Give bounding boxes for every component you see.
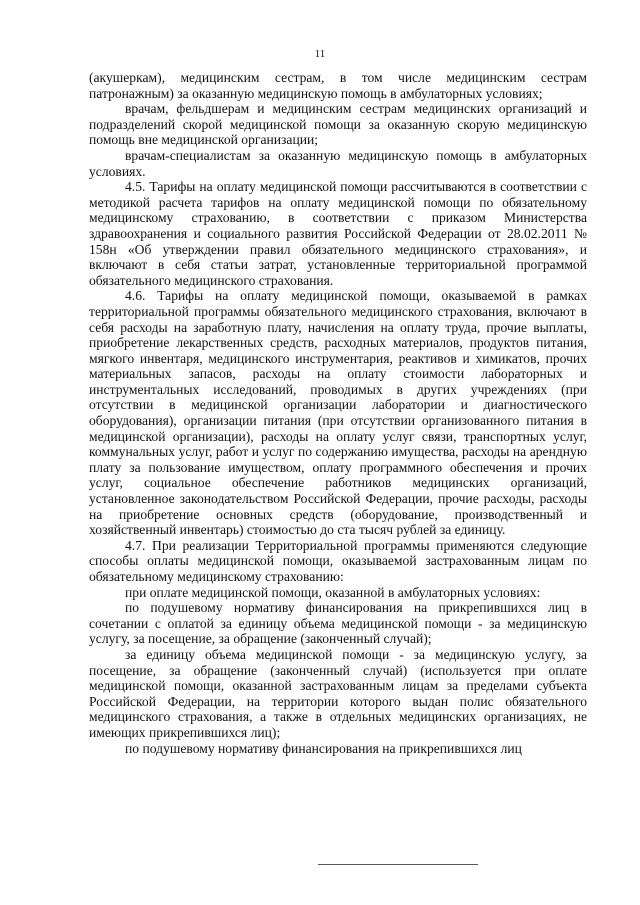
paragraph: врачам-специалистам за оказанную медицинскую помощь в амбулаторных условиях.	[89, 147, 587, 179]
paragraph: 4.7. При реализации Территориальной программы применяются следующие способы оплаты медицинской помощи, оказываемой застрахованным лицам по обязательному медицинскому страхованию:	[89, 537, 587, 584]
paragraph: (акушеркам), медицинским сестрам, в том числе медицинским сестрам патронажным) за оказанную медицинскую помощь в амбулаторных условиях;	[89, 70, 587, 101]
paragraph: за единицу объема медицинской помощи - за медицинскую услугу, за посещение, за обращение (законченный случай) (используется при оплате медицинской помощи, оказанной застрахованным лицам за пределами субъекта Российской Федерации, на территории которого выдан полис обязательного медицинского страхования, а также в отдельных медицинских организациях, не имеющих прикрепившихся лиц);	[89, 646, 587, 740]
page-number: 11	[314, 48, 326, 60]
paragraph: 4.6. Тарифы на оплату медицинской помощи, оказываемой в рамках территориальной программы обязательного медицинского страхования, включают в себя расходы на заработную плату, начисления на оплату труда, прочие выплаты, приобретение лекарственных средств, расходных материалов, продуктов питания, мягкого инвентаря, медицинского инструментария, реактивов и химикатов, прочих материальных запасов, расходы на оплату стоимости лабораторных и инструментальных исследований, проводимых в других учреждениях (при отсутствии в медицинской организации лаборатории и диагностического оборудования), организации питания (при отсутствии организованного питания в медицинской организации), расходы на оплату услуг связи, транспортных услуг, коммунальных услуг, работ и услуг по содержанию имущества, расходы на арендную плату за пользование имуществом, оплату программного обеспечения и прочих услуг, социальное обеспечение работников медицинских организаций, установленное законодательством Российской Федерации, прочие расходы, расходы на приобретение основных средств (оборудование, производственный и хозяйственный инвентарь) стоимостью до ста тысяч рублей за единицу.	[89, 288, 587, 538]
paragraph: по подушевому нормативу финансирования на прикрепившихся лиц в сочетании с оплатой за единицу объема медицинской помощи - за медицинскую услугу, за посещение, за обращение (законченный случай);	[89, 600, 587, 647]
paragraph: 4.5. Тарифы на оплату медицинской помощи рассчитываются в соответствии с методикой расчета тарифов на оплату медицинской помощи по обязательному медицинскому страхованию, в соответствии с приказом Министерства здравоохранения и социального развития Российской Федерации от 28.02.2011 № 158н «Об утверждении правил обязательного медицинского страхования», и включают в себя статьи затрат, установленные территориальной программой обязательного медицинского страхования.	[89, 179, 587, 288]
footer-divider	[318, 864, 478, 865]
paragraph: при оплате медицинской помощи, оказанной в амбулаторных условиях:	[125, 584, 541, 600]
paragraph: по подушевому нормативу финансирования на прикрепившихся лиц	[125, 740, 522, 756]
paragraph: врачам, фельдшерам и медицинским сестрам медицинских организаций и подразделений скорой медицинской помощи за оказанную скорую медицинскую помощь вне медицинской организации;	[89, 101, 587, 148]
document-body	[89, 70, 587, 756]
